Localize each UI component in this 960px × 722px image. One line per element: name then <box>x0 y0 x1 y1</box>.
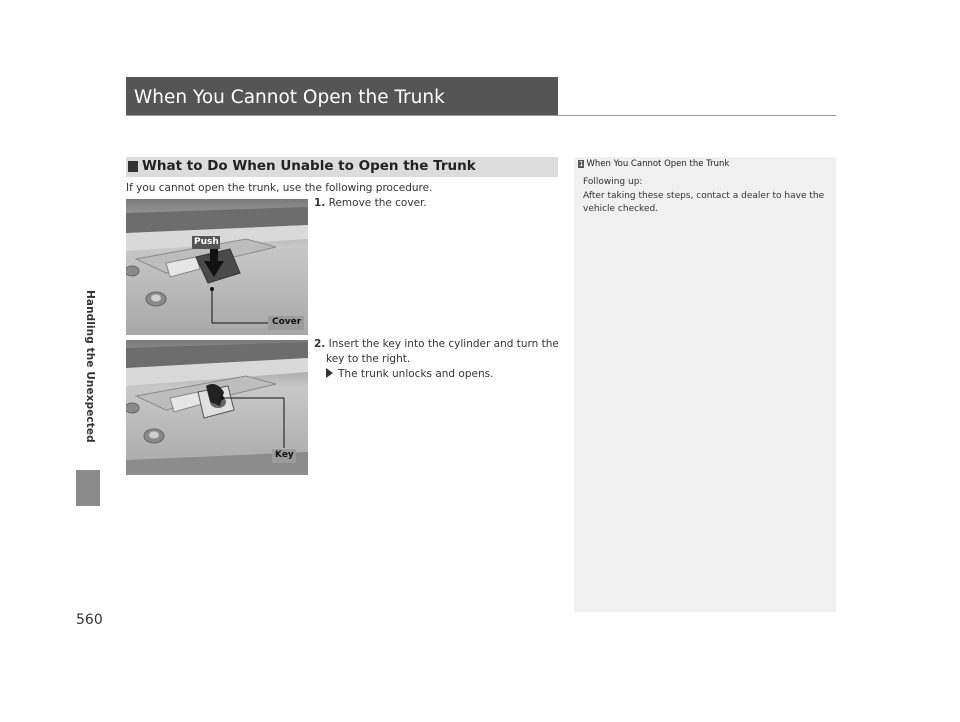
note-line: vehicle checked. <box>583 204 659 214</box>
page-number: 560 <box>76 612 103 628</box>
step-1-number: 1. <box>314 197 326 209</box>
push-label: Push <box>194 237 219 247</box>
result-arrow-icon <box>326 368 333 378</box>
note-line: After taking these steps, contact a dealer to have the <box>583 190 825 201</box>
square-bullet-icon <box>128 161 138 172</box>
note-heading-text: When You Cannot Open the Trunk <box>586 159 730 169</box>
cover-label: Cover <box>272 317 302 327</box>
title-rule <box>126 115 836 116</box>
step-1 <box>314 196 427 211</box>
section-title: When You Cannot Open the Trunk <box>134 87 445 108</box>
note-heading <box>578 159 729 169</box>
key-label: Key <box>275 450 294 460</box>
subheading: What to Do When Unable to Open the Trunk <box>142 158 476 174</box>
step-2-result-text: The trunk unlocks and opens. <box>338 368 494 380</box>
figure-remove-cover <box>126 199 308 335</box>
step-2-result <box>326 368 493 380</box>
step-2-text-line2: key to the right. <box>326 353 411 365</box>
step-2-number: 2. <box>314 338 326 350</box>
note-body <box>583 176 831 217</box>
intro-text: If you cannot open the trunk, use the following procedure. <box>126 182 433 194</box>
figure-insert-key <box>126 340 308 475</box>
note-index-icon: 1 <box>579 160 584 168</box>
step-2 <box>314 337 564 367</box>
note-line: Following up: <box>583 177 643 187</box>
step-1-text: Remove the cover. <box>328 197 427 209</box>
subheading-bar <box>126 157 558 177</box>
section-title-bar <box>126 77 558 115</box>
side-section-label: Handling the Unexpected <box>84 290 96 443</box>
step-2-text-line1: Insert the key into the cylinder and turn the <box>328 338 559 350</box>
side-note <box>574 157 836 612</box>
